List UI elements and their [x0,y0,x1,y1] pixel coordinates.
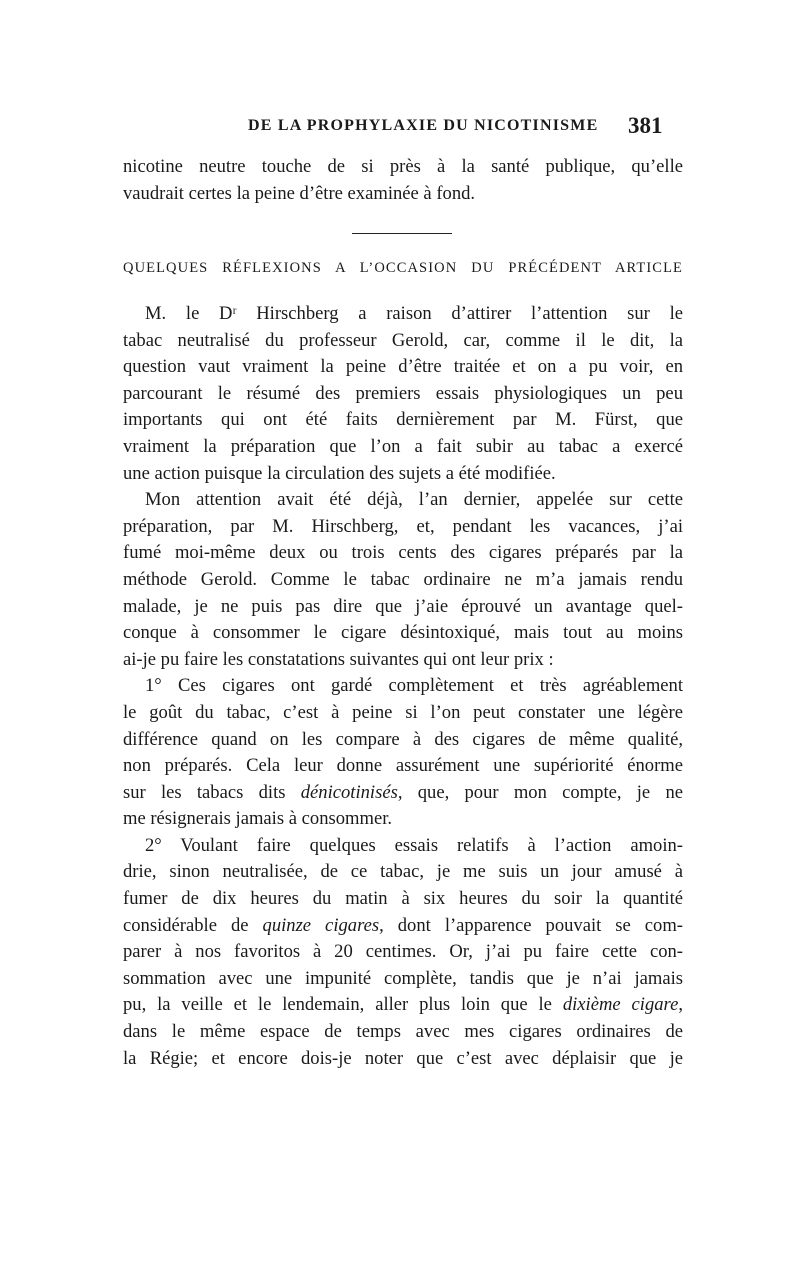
text-line: la Régie; et encore dois-je noter que c’est avec déplaisir que je [123,1047,683,1069]
text-line-with-italic [123,992,683,1019]
text-line: une action puisque la circulation des sujets a été modifiée. [123,462,556,484]
text-line: Mon attention avait été déjà, l’an dernier, appelée sur cette [145,489,683,511]
text-line: ai-je pu faire les constatations suivantes qui ont leur prix : [123,648,554,670]
text-line: nicotine neutre touche de si près à la santé publique, qu’elle [123,156,683,177]
body-text [123,301,683,1072]
text-line: préparation, par M. Hirschberg, et, pendant les vacances, j’ai [123,515,683,537]
text-fragment: , dont l’apparence pouvait se com- [379,914,683,936]
text-line: 2° Voulant faire quelques essais relatifs à l’action amoin- [145,834,683,856]
text-line: importants qui ont été faits dernièrement par M. Fürst, que [123,409,683,431]
text-fragment: , [678,994,683,1016]
page-number: 381 [628,113,663,138]
running-title: DE LA PROPHYLAXIE DU NICOTINISME [248,117,599,134]
text-line: fumé moi-même deux ou trois cents des cigares préparés par la [123,542,683,564]
italic-term: dénicotinisés [300,781,398,803]
running-head [0,113,800,143]
section-divider [352,233,452,234]
text-line-with-italic [123,780,683,807]
text-line: malade, je ne puis pas dire que j’aie éprouvé un avantage quel- [123,595,683,617]
text-line: vraiment la préparation que l’on a fait subir au tabac a exercé [123,435,683,457]
text-line: parer à nos favoritos à 20 centimes. Or, j’ai pu faire cette con- [123,941,683,963]
italic-term: dixième cigare [562,994,679,1016]
text-line: méthode Gerold. Comme le tabac ordinaire ne m’a jamais rendu [123,568,683,590]
text-line: différence quand on les compare à des cigares de même qualité, [123,728,683,750]
text-line: non préparés. Cela leur donne assurément une supériorité énorme [123,755,683,777]
text-fragment: sur les tabacs dits [123,781,301,803]
text-line: question vaut vraiment la peine d’être traitée et on a pu voir, en [123,356,683,378]
text-line: drie, sinon neutralisée, de ce tabac, je me suis un jour amusé à [123,861,683,883]
text-line: le goût du tabac, c’est à peine si l’on peut constater une légère [123,701,683,723]
text-line: vaudrait certes la peine d’être examinée à fond. [123,182,476,204]
text-fragment: pu, la veille et le lendemain, aller plus loin que le [123,994,563,1016]
text-fragment: , que, pour mon compte, je ne [397,781,683,803]
text-line: conque à consommer le cigare désintoxiqué, mais tout au moins [123,622,683,644]
text-line: sommation avec une impunité complète, tandis que je n’ai jamais [123,967,683,989]
italic-term: quinze cigares [262,914,380,936]
section-heading: QUELQUES RÉFLEXIONS A L’OCCASION DU PRÉCÉDENT ARTICLE [123,260,683,276]
text-line: tabac neutralisé du professeur Gerold, car, comme il le dit, la [123,329,683,351]
text-line: parcourant le résumé des premiers essais physiologiques un peu [123,382,683,404]
text-line: dans le même espace de temps avec mes cigares ordinaires de [123,1021,683,1043]
text-line: 1° Ces cigares ont gardé complètement et très agréablement [145,675,683,697]
text-line-with-italic [123,913,683,940]
text-fragment: considérable de [123,914,263,936]
text-line: fumer de dix heures du matin à six heures du soir la quantité [123,888,683,910]
text-line: me résignerais jamais à consommer. [123,808,393,830]
text-line: M. le Dʳ Hirschberg a raison d’attirer l’attention sur le [145,303,683,324]
intro-paragraph [123,154,683,207]
